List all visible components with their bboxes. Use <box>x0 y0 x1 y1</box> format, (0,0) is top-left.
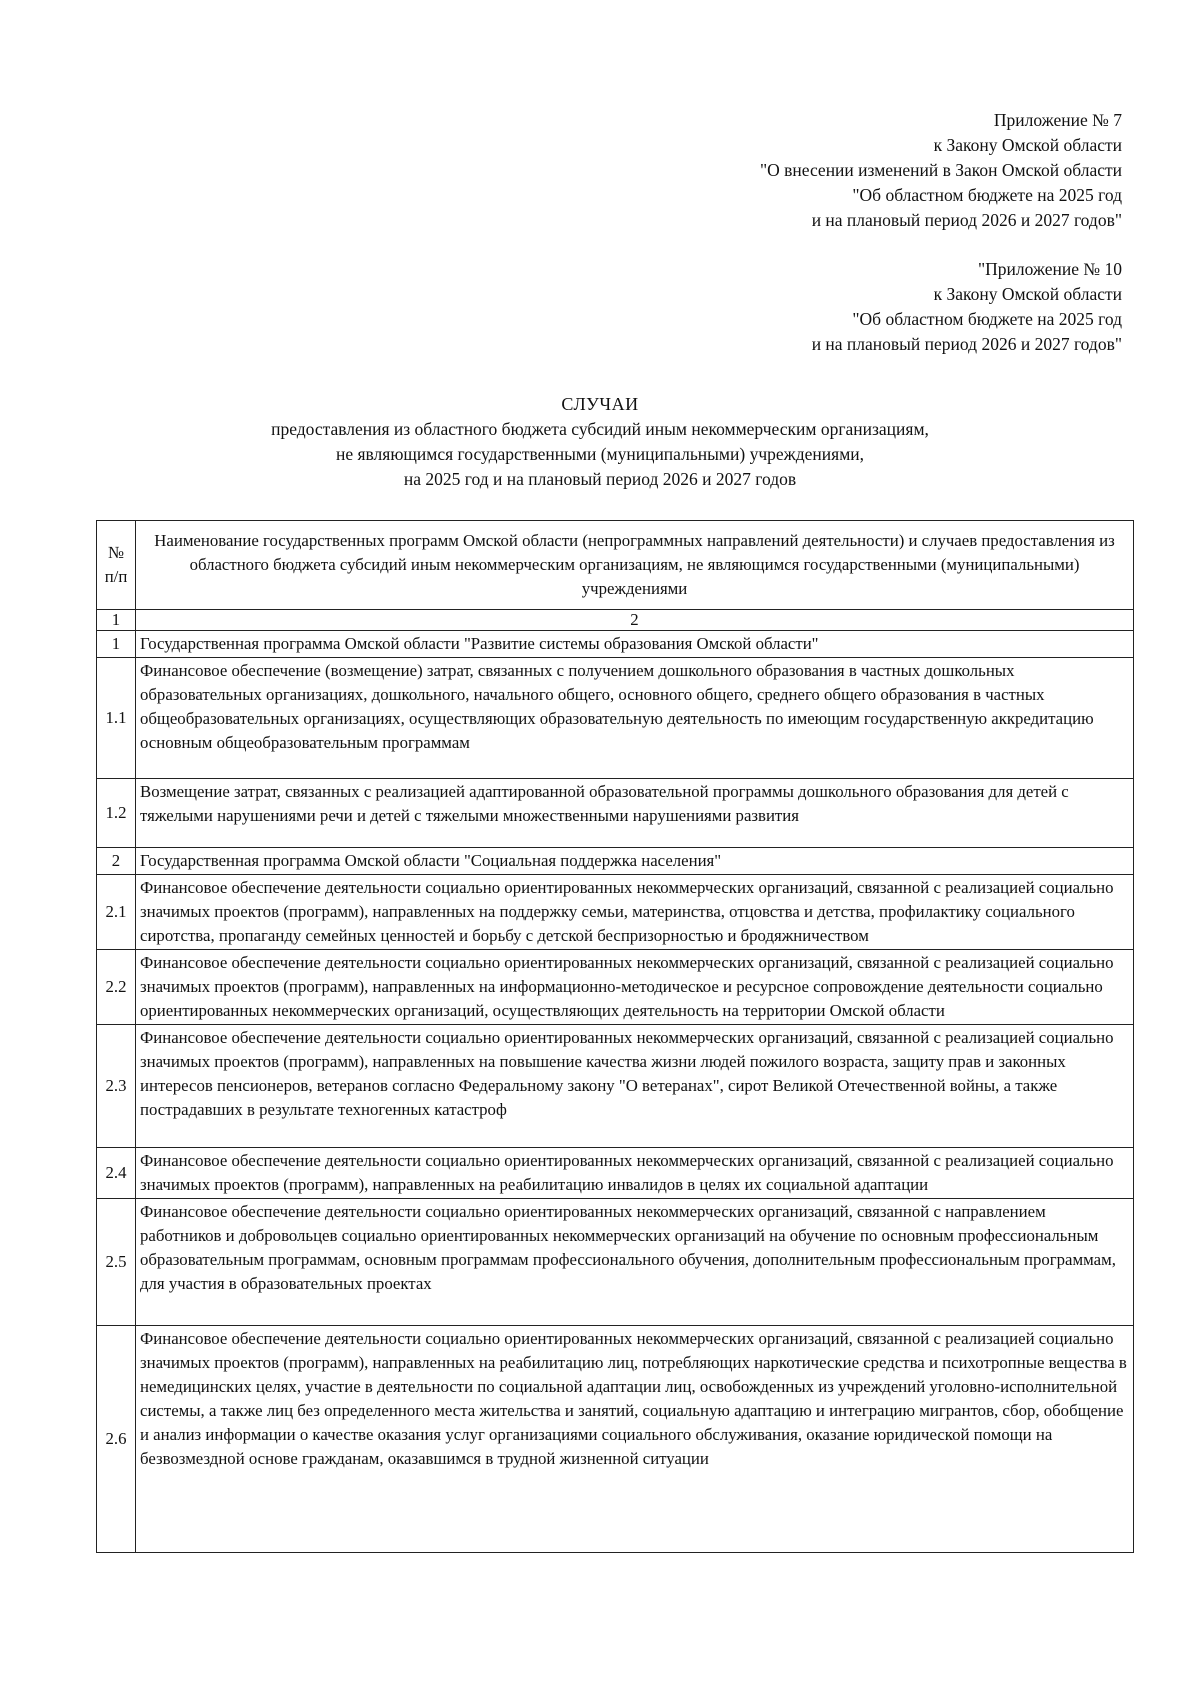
row-text: Государственная программа Омской области "Социальная поддержка населения" <box>136 848 1134 875</box>
row-text: Финансовое обеспечение деятельности социально ориентированных некоммерческих организаций, связанной с реализацией социально значимых проектов (программ), направленных на повышение качества жизни людей пожилого возраста, защиту прав и законных интересов пенсионеров, ветеранов согласно Федеральному закону "О ветеранах", сирот Великой Отечественной войны, а также пострадавших в результате техногенных катастроф <box>136 1025 1134 1148</box>
table-row <box>97 1199 1134 1326</box>
table-row <box>97 875 1134 950</box>
appendix-7-header <box>760 108 1122 233</box>
row-number: 2.4 <box>97 1148 136 1199</box>
table-row <box>97 631 1134 658</box>
row-number: 2.2 <box>97 950 136 1025</box>
row-number: 2.5 <box>97 1199 136 1326</box>
appendix-10-line2: к Закону Омской области <box>933 284 1122 304</box>
title-line3: на 2025 год и на плановый период 2026 и 2027 годов <box>403 469 797 489</box>
column-index-2: 2 <box>136 610 1134 631</box>
row-text: Возмещение затрат, связанных с реализацией адаптированной образовательной программы дошкольного образования для детей с тяжелыми нарушениями речи и детей с тяжелыми множественными нарушениями развития <box>136 779 1134 848</box>
table-row <box>97 950 1134 1025</box>
row-number: 1.2 <box>97 779 136 848</box>
appendix-10-header <box>812 257 1122 357</box>
row-text: Финансовое обеспечение деятельности социально ориентированных некоммерческих организаций, связанной с реализацией социально значимых проектов (программ), направленных на реабилитацию инвалидов в целях их социальной адаптации <box>136 1148 1134 1199</box>
header-num-symbol: № <box>107 543 124 562</box>
appendix-10-line3: "Об областном бюджете на 2025 год <box>852 309 1122 329</box>
appendix-10-line4: и на плановый период 2026 и 2027 годов" <box>811 334 1122 354</box>
appendix-7-line2: к Закону Омской области <box>933 135 1122 155</box>
table-row <box>97 848 1134 875</box>
appendix-10-line1: "Приложение № 10 <box>977 259 1122 279</box>
header-name-cell: Наименование государственных программ Омской области (непрограммных направлений деятельности) и случаев предоставления из областного бюджета субсидий иным некоммерческим организациям, не являющимся государственными (муниципальными) учреждениями <box>136 521 1134 610</box>
row-number: 2.6 <box>97 1326 136 1553</box>
cases-table <box>96 520 1134 1553</box>
title-main: СЛУЧАИ <box>561 394 639 414</box>
row-number: 2.3 <box>97 1025 136 1148</box>
row-number: 1 <box>97 631 136 658</box>
row-number: 1.1 <box>97 658 136 779</box>
row-text: Финансовое обеспечение деятельности социально ориентированных некоммерческих организаций, связанной с направлением работников и добровольцев социально ориентированных некоммерческих организаций на обучение по основным профессиональным образовательным программам, основным программам профессионального обучения, дополнительным профессиональным программам, для участия в образовательных проектах <box>136 1199 1134 1326</box>
header-num-cell <box>97 521 136 610</box>
row-text: Государственная программа Омской области "Развитие системы образования Омской области" <box>136 631 1134 658</box>
document-title <box>150 392 1050 492</box>
title-line1: предоставления из областного бюджета субсидий иным некоммерческим организациям, <box>271 419 929 439</box>
appendix-7-line4: "Об областном бюджете на 2025 год <box>852 185 1122 205</box>
table-row <box>97 1025 1134 1148</box>
title-line2: не являющимся государственными (муниципальными) учреждениями, <box>335 444 865 464</box>
header-num-abbrev: п/п <box>104 567 128 586</box>
appendix-7-line5: и на плановый период 2026 и 2027 годов" <box>811 210 1122 230</box>
appendix-7-line3: "О внесении изменений в Закон Омской области <box>759 160 1122 180</box>
table-row <box>97 1326 1134 1553</box>
row-text: Финансовое обеспечение деятельности социально ориентированных некоммерческих организаций, связанной с реализацией социально значимых проектов (программ), направленных на реабилитацию лиц, потребляющих наркотические средства и психотропные вещества в немедицинских целях, участие в деятельности по социальной адаптации лиц, освобожденных из учреждений уголовно-исполнительной системы, а также лиц без определенного места жительства и занятий, социальную адаптацию и интеграцию мигрантов, сбор, обобщение и анализ информации о качестве оказания услуг организациями социального обслуживания, оказание юридической помощи на безвозмездной основе гражданам, оказавшимся в трудной жизненной ситуации <box>136 1326 1134 1553</box>
column-index-row <box>97 610 1134 631</box>
table-row <box>97 658 1134 779</box>
row-number: 2 <box>97 848 136 875</box>
row-text: Финансовое обеспечение деятельности социально ориентированных некоммерческих организаций, связанной с реализацией социально значимых проектов (программ), направленных на поддержку семьи, материнства, отцовства и детства, профилактику социального сиротства, пропаганду семейных ценностей и борьбу с детской беспризорностью и бродяжничеством <box>136 875 1134 950</box>
row-number: 2.1 <box>97 875 136 950</box>
appendix-7-line1: Приложение № 7 <box>993 110 1122 130</box>
table-header-row <box>97 521 1134 610</box>
table-row <box>97 779 1134 848</box>
column-index-1: 1 <box>97 610 136 631</box>
row-text: Финансовое обеспечение деятельности социально ориентированных некоммерческих организаций, связанной с реализацией социально значимых проектов (программ), направленных на информационно-методическое и ресурсное сопровождение деятельности социально ориентированных некоммерческих организаций, осуществляющих деятельность на территории Омской области <box>136 950 1134 1025</box>
table-row <box>97 1148 1134 1199</box>
row-text: Финансовое обеспечение (возмещение) затрат, связанных с получением дошкольного образования в частных дошкольных образовательных организациях, дошкольного, начального общего, основного общего, среднего общего образования в частных общеобразовательных организациях, осуществляющих образовательную деятельность по имеющим государственную аккредитацию основным общеобразовательным программам <box>136 658 1134 779</box>
